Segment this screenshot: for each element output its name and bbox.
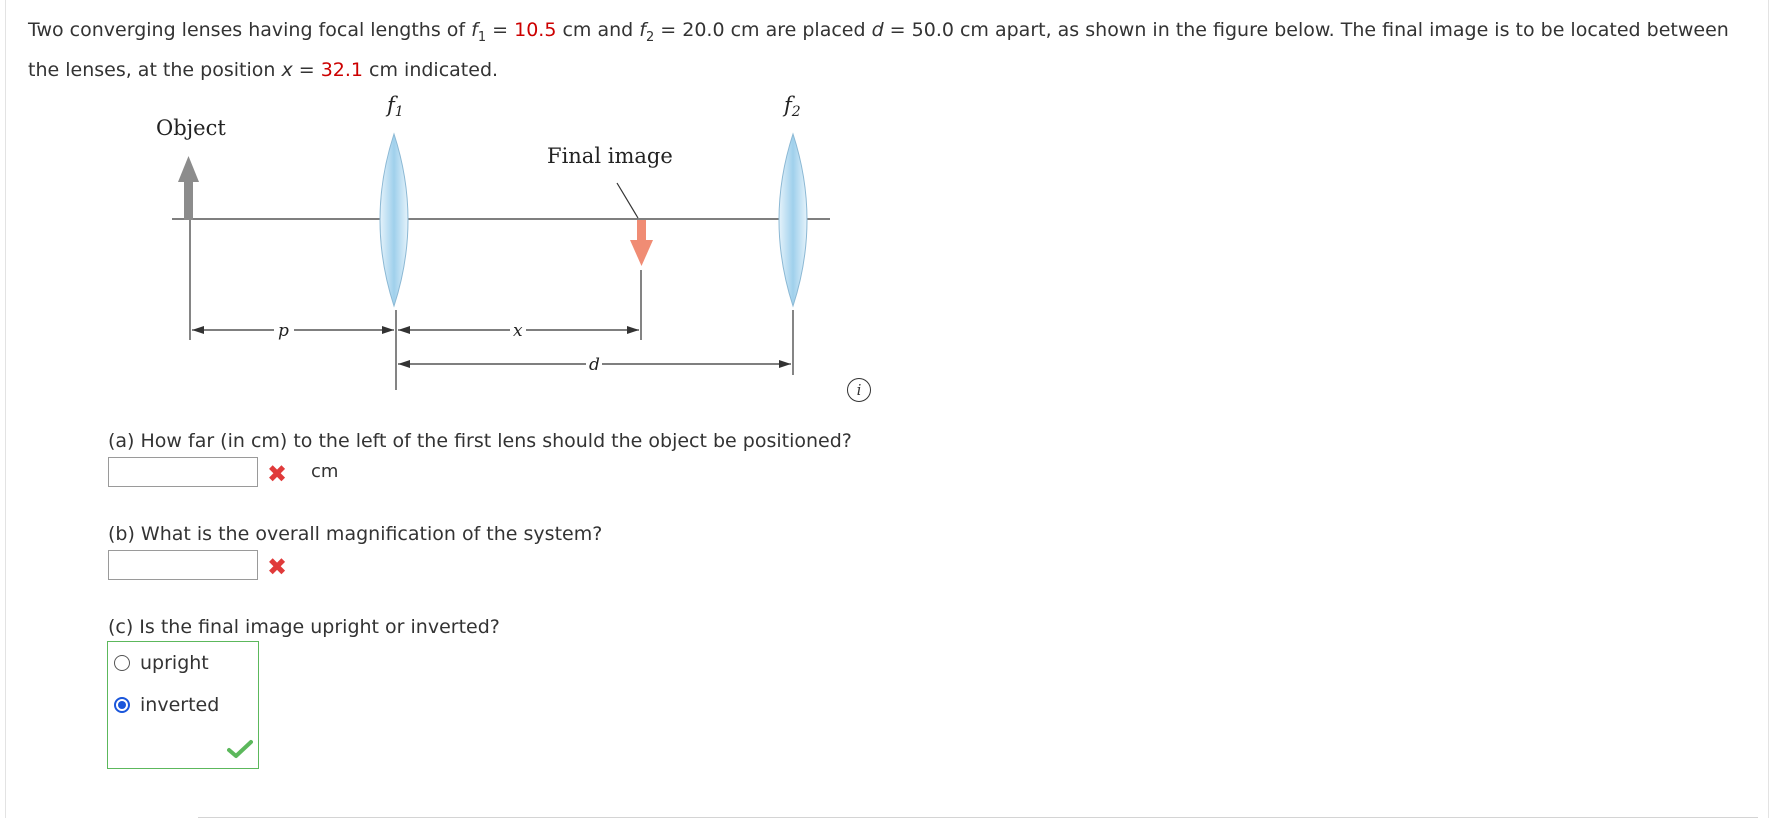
d-dimension — [398, 355, 791, 375]
question-b: (b) What is the overall magnification of the system? — [108, 523, 603, 545]
p-label: p — [278, 321, 289, 341]
checkmark-icon — [227, 739, 253, 759]
f2-label: f2 — [784, 93, 801, 120]
unit-a-label: cm — [311, 461, 339, 482]
info-icon[interactable]: i — [847, 378, 871, 402]
x-dimension — [398, 321, 639, 341]
final-image-label: Final image — [547, 144, 673, 168]
choice-group — [107, 641, 259, 769]
option-label: inverted — [140, 694, 220, 716]
radio-inverted[interactable] — [114, 697, 130, 713]
lens-diagram — [140, 90, 840, 390]
incorrect-icon: ✖ — [267, 460, 288, 488]
lens-2 — [779, 134, 807, 306]
option-inverted[interactable] — [114, 694, 219, 716]
option-label: upright — [140, 652, 209, 674]
bottom-divider — [198, 817, 1758, 818]
d-label: d — [589, 355, 600, 375]
p-dimension — [192, 321, 394, 341]
answer-a-input[interactable] — [108, 457, 258, 487]
question-a: (a) How far (in cm) to the left of the first lens should the object be positioned? — [108, 430, 852, 452]
final-image-arrow — [630, 220, 653, 266]
object-arrow — [178, 156, 199, 220]
problem-statement: Two converging lenses having focal lengths of $f_1 = 10.5$ cm and $f_2 = 20.0$ cm are placed d = 50.0 cm apart, as shown in the figure below. The final image is to be located between the lenses, at the position x = 32.1 cm indicated. — [28, 19, 1729, 81]
answer-b-input[interactable] — [108, 550, 258, 580]
object-label: Object — [156, 116, 226, 140]
radio-upright[interactable] — [114, 655, 130, 671]
x-label: x — [513, 321, 523, 341]
option-upright[interactable] — [114, 652, 209, 674]
x-value: 32.1 — [320, 58, 364, 81]
question-c: (c) Is the final image upright or inverted? — [108, 616, 500, 638]
final-image-pointer — [617, 183, 638, 218]
incorrect-icon: ✖ — [267, 553, 288, 581]
f1-value: 10.5 — [514, 19, 557, 41]
lens-1 — [380, 134, 408, 306]
f1-label: f1 — [387, 93, 404, 120]
